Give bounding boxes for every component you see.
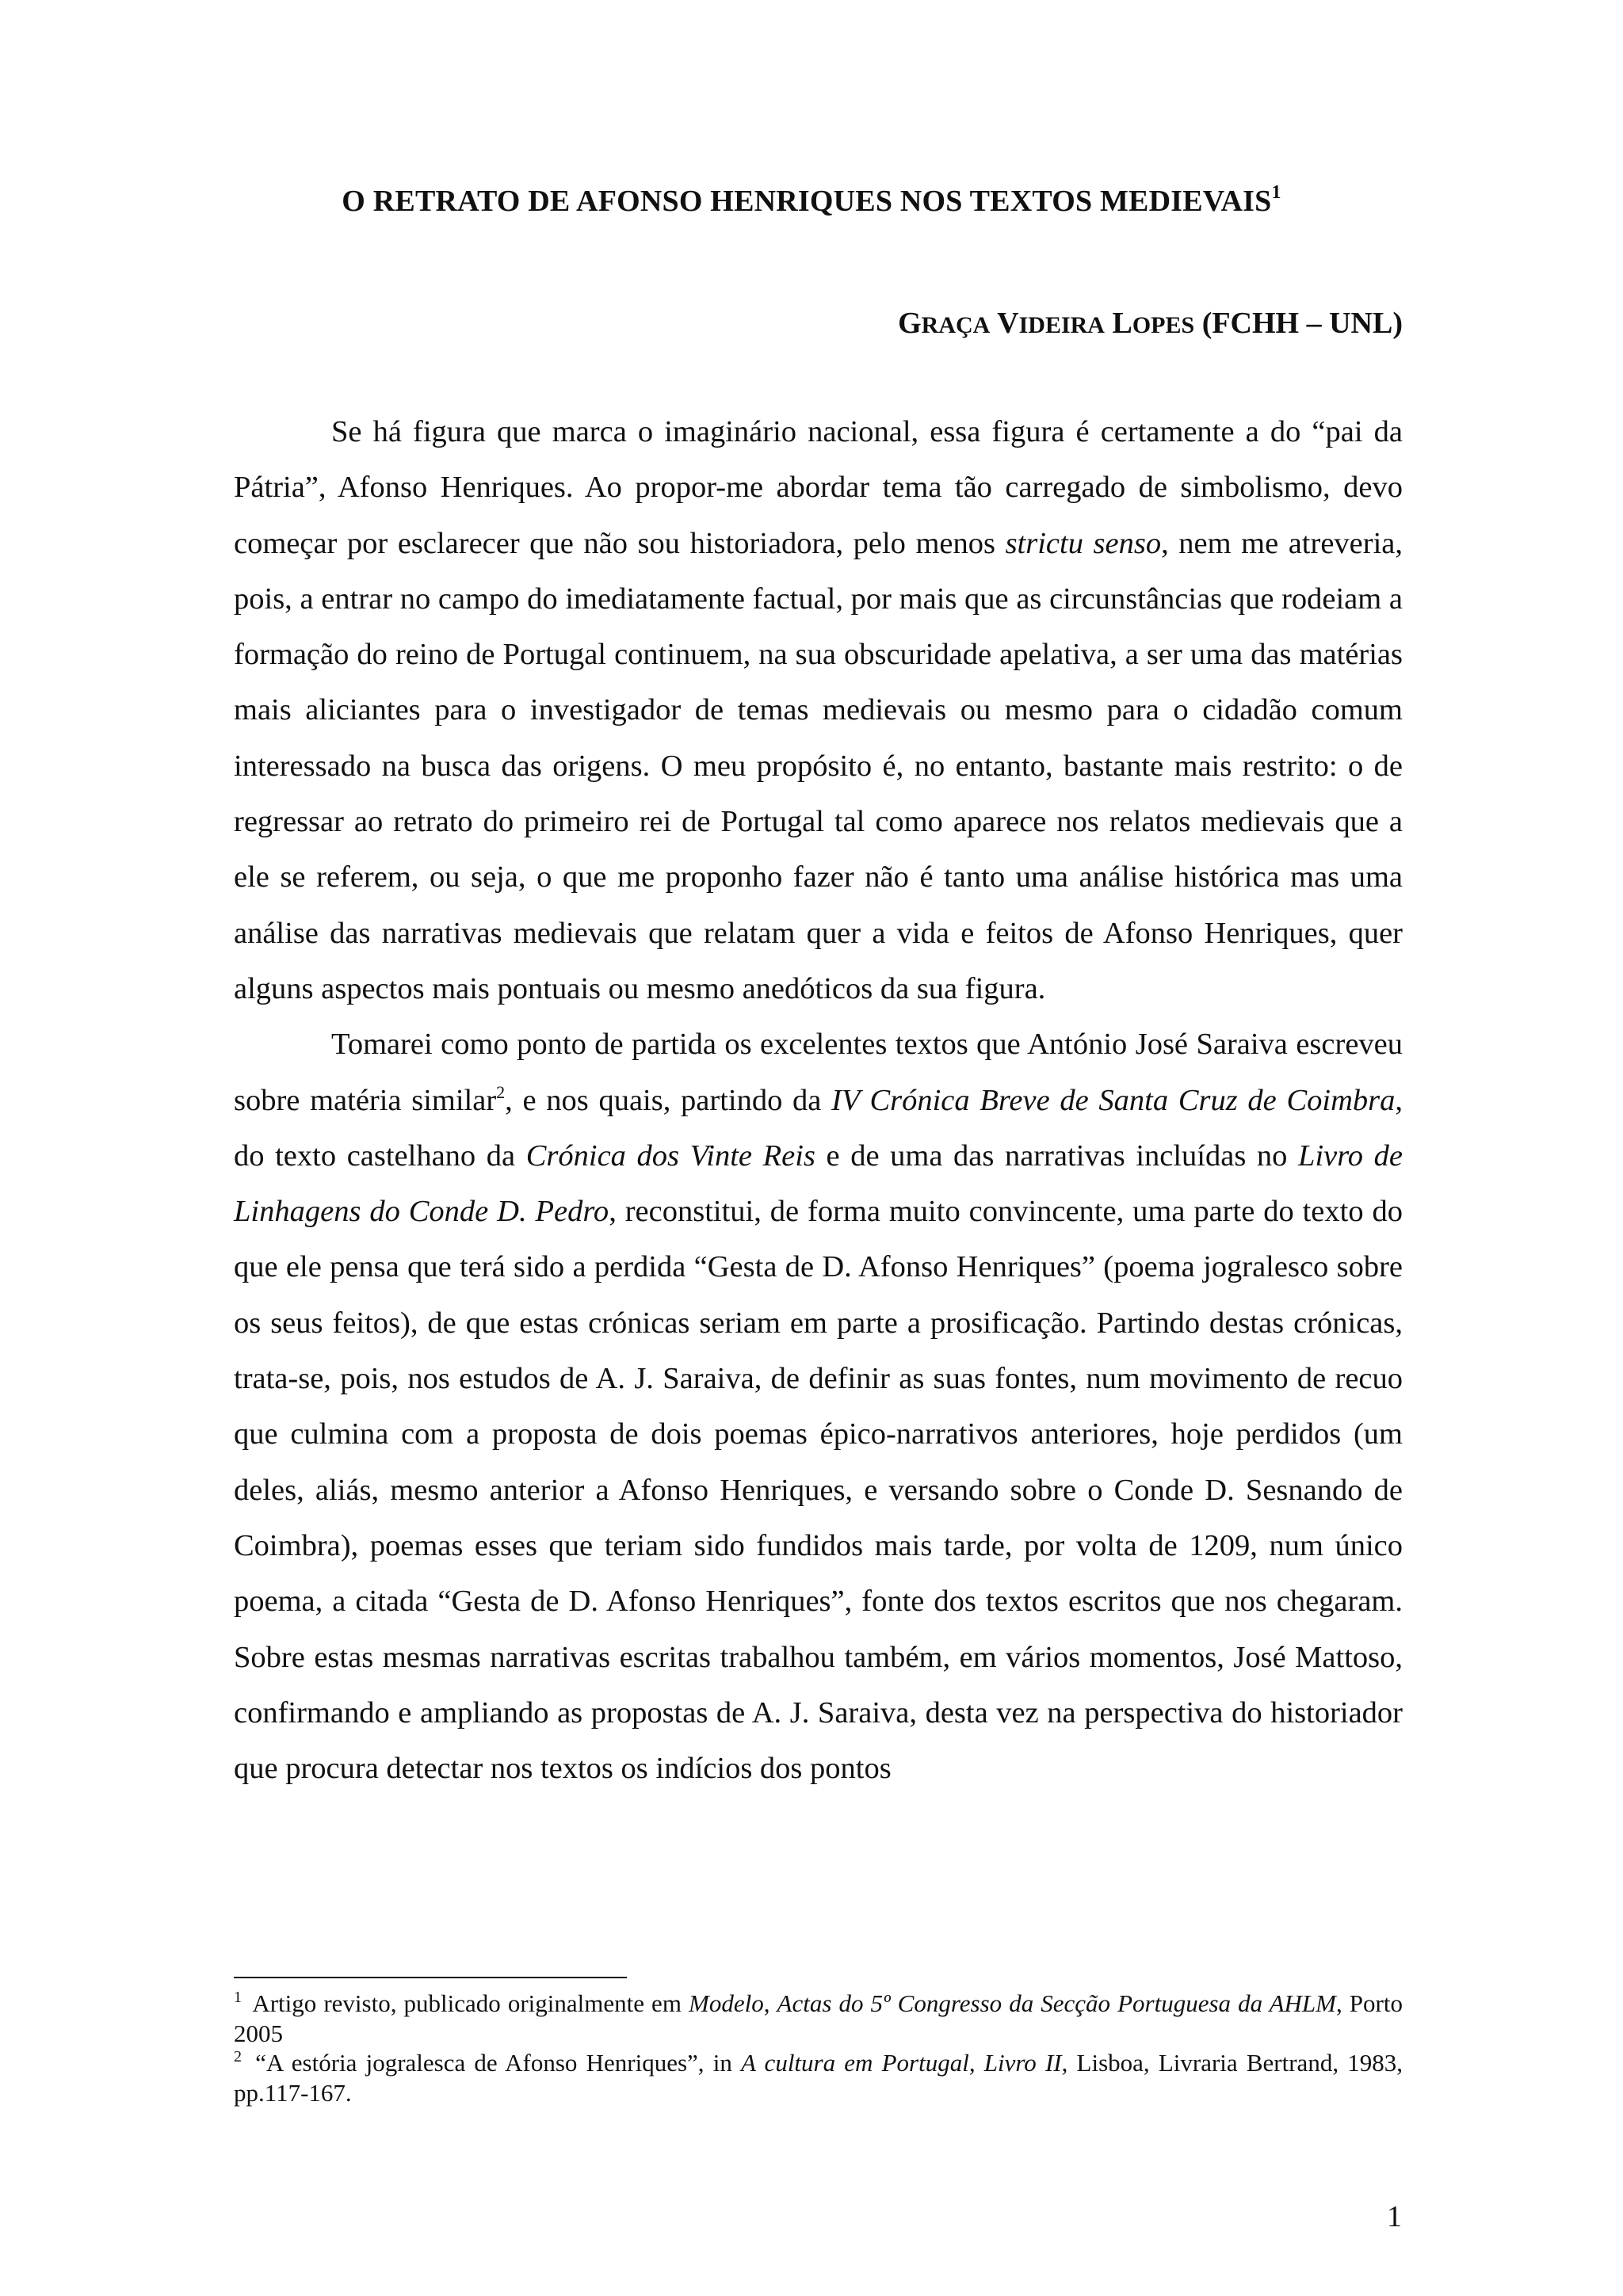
author-middle-initial: V (997, 307, 1019, 340)
body-text (234, 404, 1403, 1796)
author-middle-rest: IDEIRA (1018, 312, 1105, 338)
footnote-1 (234, 1989, 1403, 2048)
paragraph-2-text-e: , reconstitui, de forma muito convincente, uma parte do texto do que ele pensa que terá sido a perdida “Gesta de D. Afonso Henriques” (poema jogralesco sobre os seus feitos), de que estas crónicas seriam em parte a prosificação. Partindo destas crónicas, trata-se, pois, nos estudos de A. J. Saraiva, de definir as suas fontes, num movimento de recuo que culmina com a proposta de dois poemas épico-narrativos anteriores, hoje perdidos (um deles, aliás, mesmo anterior a Afonso Henriques, e versando sobre o Conde D. Sesnando de Coimbra), poemas esses que teriam sido fundidos mais tarde, por volta de 1209, num único poema, a citada “Gesta de D. Afonso Henriques”, fonte dos textos escritos que nos chegaram. Sobre estas mesmas narrativas escritas trabalhou também, em vários momentos, José Mattoso, confirmando e ampliando as propostas de A. J. Saraiva, desta vez na perspectiva do historiador que procura detectar nos textos os indícios dos pontos (234, 1195, 1403, 1786)
page-number: 1 (1387, 2200, 1402, 2233)
footnote-2-number: 2 (234, 2048, 242, 2065)
italic-strictu-senso: strictu senso (1005, 526, 1162, 560)
italic-livro-linhagens: Livro de Linhagens do Conde D. Pedro (234, 1138, 1403, 1229)
footnote-ref-2[interactable]: 2 (496, 1081, 506, 1102)
paragraph-2-text-c: , do texto castelhano da (234, 1083, 1403, 1173)
paragraph-1 (234, 404, 1403, 1016)
footnote-1-italic-actas: Actas do 5º Congresso da Secção Portuguesa da AHLM (777, 1989, 1336, 2017)
footnote-1-text-c: , Porto 2005 (234, 1989, 1403, 2047)
title-footnote-ref[interactable]: 1 (1271, 182, 1281, 204)
footnote-2-text-a: “A estória jogralesca de Afonso Henriques”, in (246, 2049, 741, 2077)
title-text: O RETRATO DE AFONSO HENRIQUES NOS TEXTOS MEDIEVAIS (342, 185, 1272, 218)
paragraph-2 (234, 1016, 1403, 1796)
footnote-divider (234, 1977, 627, 1978)
author-line (898, 306, 1403, 341)
footnotes (234, 1989, 1403, 2107)
italic-cronica-vinte-reis: Crónica dos Vinte Reis (525, 1138, 815, 1173)
paragraph-2-text-b: , e nos quais, partindo da (505, 1083, 832, 1117)
author-first-rest: RAÇA (921, 312, 991, 338)
paragraph-2-text-a: Tomarei como ponto de partida os excelentes textos que António José Saraiva escreveu sobre matéria similar (234, 1028, 1403, 1117)
footnote-2-italic-cultura: A cultura em Portugal, Livro II (741, 2049, 1062, 2077)
author-last-initial: L (1112, 307, 1132, 340)
footnote-1-number: 1 (234, 1989, 242, 2006)
paragraph-2-text-d: e de uma das narrativas incluídas no (815, 1138, 1299, 1173)
italic-cronica-breve: IV Crónica Breve de Santa Cruz de Coimbra (831, 1083, 1396, 1117)
footnote-1-text-a: Artigo revisto, publicado originalmente em (246, 1989, 689, 2017)
author-affiliation: (FCHH – UNL) (1194, 307, 1403, 340)
paragraph-1-continuation: , nem me atreveria, pois, a entrar no campo do imediatamente factual, por mais que as circunstâncias que rodeiam a formação do reino de Portugal continuem, na sua obscuridade apelativa, a ser uma das matérias mais aliciantes para o investigador de temas medievais ou mesmo para o cidadão comum interessado na busca das origens. O meu propósito é, no entanto, bastante mais restrito: o de regressar ao retrato do primeiro rei de Portugal tal como aparece nos relatos medievais que a ele se referem, ou seja, o que me proponho fazer não é tanto uma análise histórica mas uma análise das narrativas medievais que relatam quer a vida e feitos de Afonso Henriques, quer alguns aspectos mais pontuais ou mesmo anedóticos da sua figura. (234, 526, 1403, 1005)
footnote-1-text-b: , (763, 1989, 777, 2017)
footnote-1-italic-modelo: Modelo (689, 1989, 764, 2017)
author-first-initial: G (898, 307, 922, 340)
paragraph-1-text: Se há figura que marca o imaginário nacional, essa figura é certamente a do “pai da Pátria”, Afonso Henriques. Ao propor-me abordar tema tão carregado de simbolismo, devo começar por esclarecer que não sou historiadora, pelo menos (234, 415, 1403, 560)
article-title (0, 184, 1623, 219)
footnote-2-text-b: , Lisboa, Livraria Bertrand, 1983, pp.117-167. (234, 2049, 1403, 2107)
author-last-rest: OPES (1132, 312, 1195, 338)
footnote-2 (234, 2048, 1403, 2107)
